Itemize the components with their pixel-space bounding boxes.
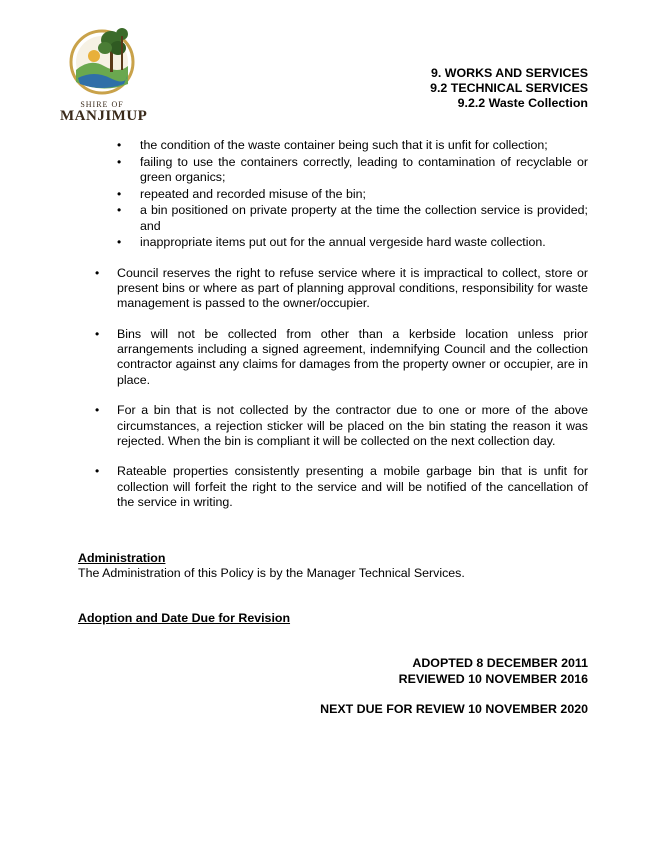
document-header (430, 66, 588, 111)
main-list-item: • Rateable properties consistently presenting a mobile garbage bin that is unfit for collection will forfeit the right to the service and will be notified of the cancellation of the service in writing. (78, 464, 588, 510)
sub-list-item: • the condition of the waste container being such that it is unfit for collection; (78, 138, 588, 153)
main-list-item: • Bins will not be collected from other than a kerbside location unless prior arrangements including a signed agreement, indemnifying Council and the collection contractor against any claims for damages from the property owner or occupier, are in place. (78, 327, 588, 388)
next-review (320, 702, 588, 718)
main-list-item: • For a bin that is not collected by the contractor due to one or more of the above circumstances, a rejection sticker will be placed on the bin stating the reason it was rejected. When the bin is compliant it will be collected on the next collection day. (78, 403, 588, 449)
logo-text-manjimup: MANJIMUP (60, 108, 148, 124)
sub-list-item: • a bin positioned on private property at the time the collection service is provided; and (78, 203, 588, 233)
sub-list-item: • inappropriate items put out for the annual vergeside hard waste collection. (78, 235, 588, 250)
main-bullet-list (78, 266, 588, 510)
adoption-heading: Adoption and Date Due for Revision (78, 611, 291, 625)
logo-emblem-icon (60, 22, 144, 102)
administration-text: The Administration of this Policy is by the Manager Technical Services. (78, 566, 465, 580)
next-review-date: NEXT DUE FOR REVIEW 10 NOVEMBER 2020 (320, 702, 588, 716)
administration-heading: Administration (78, 551, 166, 565)
shire-logo (60, 22, 148, 124)
administration-section (78, 551, 598, 581)
adoption-section (78, 611, 290, 626)
logo-text-shire-of: SHIRE OF (80, 100, 124, 109)
header-subsection: 9.2 TECHNICAL SERVICES (430, 81, 588, 95)
sub-bullet-list (78, 138, 588, 250)
header-policy: 9.2.2 Waste Collection (457, 96, 588, 110)
policy-body (78, 138, 588, 510)
adopted-date: ADOPTED 8 DECEMBER 2011 (412, 656, 588, 670)
sub-list-item: • failing to use the containers correctly, leading to contamination of recyclable or green organics; (78, 155, 588, 185)
reviewed-date: REVIEWED 10 NOVEMBER 2016 (398, 671, 588, 686)
main-list-item: • Council reserves the right to refuse service where it is impractical to collect, store or present bins or where as part of planning approval conditions, responsibility for waste management is passed to the owner/occupier. (78, 266, 588, 312)
adoption-dates (399, 656, 588, 687)
header-section: 9. WORKS AND SERVICES (431, 66, 588, 80)
sub-list-item: • repeated and recorded misuse of the bin; (78, 187, 588, 202)
